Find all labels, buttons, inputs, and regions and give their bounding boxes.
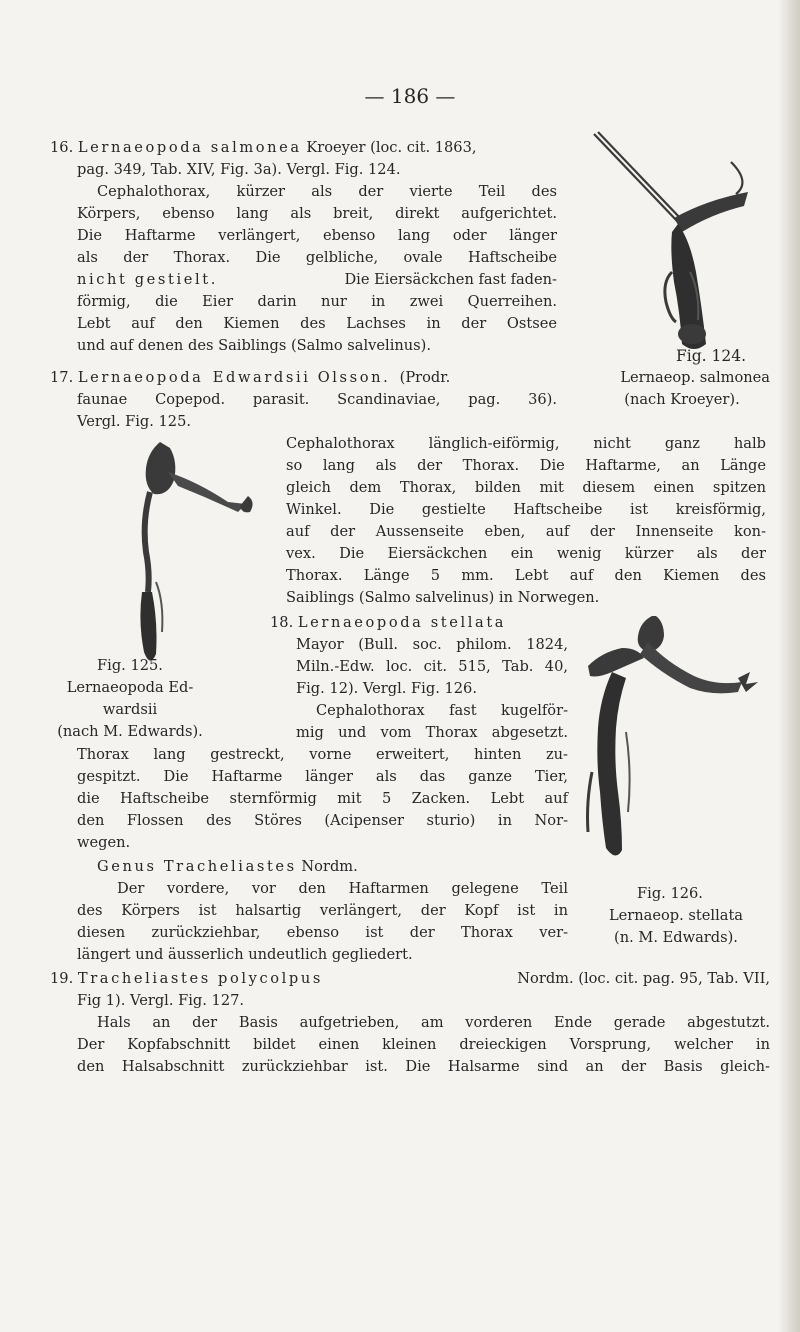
citation: (Prodr. bbox=[399, 369, 451, 386]
text-line: Die Haftarme verlängert, ebenso lang oder länger bbox=[77, 227, 557, 244]
text-line: Mayor (Bull. soc. philom. 1824, bbox=[296, 636, 568, 653]
figure-125-illustration bbox=[128, 432, 278, 672]
genus-name: Lernaeopoda bbox=[77, 369, 204, 386]
text-line: gespitzt. Die Haftarme länger als das ganze Tier, bbox=[77, 768, 568, 785]
entry-17-line-1 bbox=[50, 368, 770, 388]
figure-126-caption-line-1: Lernaeop. stellata bbox=[608, 907, 744, 924]
genus-name: Lernaeopoda salmonea bbox=[77, 139, 302, 156]
text-line: Winkel. Die gestielte Haftscheibe ist kreisförmig, bbox=[286, 501, 766, 518]
text-line: den Halsabschnitt zurückziehbar ist. Die Halsarme sind an der Basis gleich- bbox=[77, 1058, 770, 1075]
entry-18-line-1 bbox=[270, 613, 506, 633]
text-line: den Flossen des Störes (Acipenser sturio) in Nor- bbox=[77, 812, 568, 829]
text-line: gleich dem Thorax, bilden mit diesem einen spitzen bbox=[286, 479, 766, 496]
text-line: Der Kopfabschnitt bildet einen kleinen dreieckigen Vorsprung, welcher in bbox=[77, 1036, 770, 1053]
genus-name: Lernaeopoda stellata bbox=[297, 614, 507, 631]
genus-name: Tracheliastes polycolpus bbox=[77, 970, 323, 987]
text-line: auf der Aussenseite eben, auf der Innenseite kon- bbox=[286, 523, 766, 540]
text-line: Cephalothorax fast kugelför- bbox=[316, 702, 568, 719]
text-line: Thorax lang gestreckt, vorne erweitert, hinten zu- bbox=[77, 746, 568, 763]
text-line: vex. Die Eiersäckchen ein wenig kürzer als der bbox=[286, 545, 766, 562]
spaced-emphasis: nicht gestielt. bbox=[77, 271, 218, 288]
figure-126-label: Fig. 126. bbox=[637, 885, 703, 902]
text-line: längert und äusserlich undeutlich gegliedert. bbox=[77, 946, 413, 963]
citation: Nordm. (loc. cit. pag. 95, Tab. VII, bbox=[517, 970, 770, 987]
figure-125-label: Fig. 125. bbox=[97, 657, 163, 674]
entry-16-line-1 bbox=[50, 138, 477, 158]
text-line: Cephalothorax, kürzer als der vierte Teil des bbox=[97, 183, 557, 200]
text-line: Cephalothorax länglich-eiförmig, nicht ganz halb bbox=[286, 435, 766, 452]
text-line: des Körpers ist halsartig verlängert, der Kopf ist in bbox=[77, 902, 568, 919]
entry-number: 19. bbox=[50, 970, 74, 987]
page-number: — 186 — bbox=[364, 84, 456, 108]
figure-124-illustration bbox=[586, 122, 766, 362]
figure-124-caption-line-1: Lernaeop. salmonea bbox=[620, 369, 770, 386]
text-line: mig und vom Thorax abgesetzt. bbox=[296, 724, 568, 741]
author: Nordm. bbox=[301, 858, 358, 875]
text-line: Vergl. Fig. 125. bbox=[77, 413, 192, 430]
text-line: Thorax. Länge 5 mm. Lebt auf den Kiemen des bbox=[286, 567, 766, 584]
figure-125-caption-line-2: wardsii bbox=[102, 701, 158, 718]
text-line: als der Thorax. Die gelbliche, ovale Haftscheibe bbox=[77, 249, 557, 266]
text-line: Lebt auf den Kiemen des Lachses in der Ostsee bbox=[77, 315, 557, 332]
text-line: und auf denen des Saiblings (Salmo salvelinus). bbox=[77, 337, 432, 354]
text-line: pag. 349, Tab. XIV, Fig. 3a). Vergl. Fig. 124. bbox=[77, 161, 401, 178]
text-line: Hals an der Basis aufgetrieben, am vorderen Ende gerade abgestutzt. bbox=[97, 1014, 770, 1031]
text-line: Miln.-Edw. loc. cit. 515, Tab. 40, bbox=[296, 658, 568, 675]
genus-heading bbox=[97, 857, 358, 877]
text-line: Saiblings (Salmo salvelinus) in Norwegen. bbox=[286, 589, 600, 606]
entry-19-line-1 bbox=[50, 969, 770, 989]
text-span: Die Eiersäckchen fast faden- bbox=[344, 271, 557, 288]
text-line: Fig. 12). Vergl. Fig. 126. bbox=[296, 680, 477, 697]
text-line: förmig, die Eier darin nur in zwei Querreihen. bbox=[77, 293, 557, 310]
genus-name: Genus Tracheliastes bbox=[97, 858, 297, 875]
citation: Kroeyer (loc. cit. 1863, bbox=[306, 139, 477, 156]
figure-126-illustration bbox=[582, 612, 762, 866]
figure-124-label: Fig. 124. bbox=[676, 347, 746, 365]
page-edge-shadow bbox=[778, 0, 800, 1332]
text-line bbox=[77, 270, 557, 290]
figure-124-caption-line-2: (nach Kroeyer). bbox=[624, 391, 740, 408]
text-line: Körpers, ebenso lang als breit, direkt aufgerichtet. bbox=[77, 205, 557, 222]
figure-125-caption-line-1: Lernaeopoda Ed- bbox=[66, 679, 194, 696]
text-line: diesen zurückziehbar, ebenso ist der Thorax ver- bbox=[77, 924, 568, 941]
text-line: Der vordere, vor den Haftarmen gelegene Teil bbox=[117, 880, 568, 897]
text-line: faunae Copepod. parasit. Scandinaviae, pag. 36). bbox=[77, 391, 557, 408]
entry-number: 17. bbox=[50, 369, 74, 386]
figure-126-caption-line-2: (n. M. Edwards). bbox=[614, 929, 738, 946]
species-name: Edwardsii Olsson. bbox=[212, 369, 391, 386]
text-line: wegen. bbox=[77, 834, 131, 851]
text-line: so lang als der Thorax. Die Haftarme, an Länge bbox=[286, 457, 766, 474]
text-line: die Haftscheibe sternförmig mit 5 Zacken. Lebt auf bbox=[77, 790, 568, 807]
figure-125-caption-line-3: (nach M. Edwards). bbox=[57, 723, 203, 740]
entry-number: 16. bbox=[50, 139, 74, 156]
text-line: Fig 1). Vergl. Fig. 127. bbox=[77, 992, 245, 1009]
entry-number: 18. bbox=[270, 614, 294, 631]
